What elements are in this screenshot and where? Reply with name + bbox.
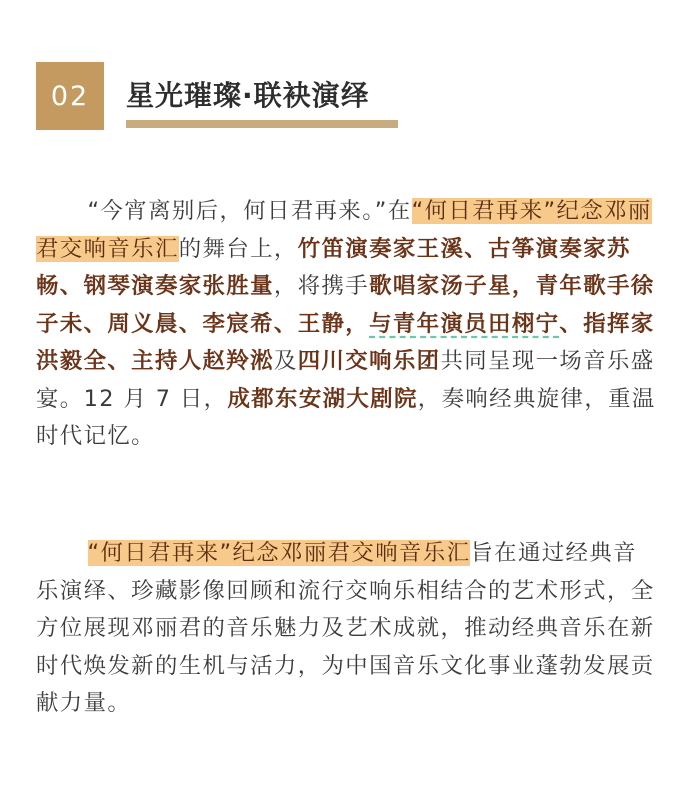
paragraph-text: ，奏响经典旋律，重温时代记忆。: [36, 385, 656, 449]
paragraph-text: 共同呈现一场音乐盛宴。12 月 7 日，: [36, 348, 655, 412]
paragraph-text: 的舞台上，: [178, 235, 298, 262]
event-name-highlight: “何日君再来”纪念邓丽君交响音乐汇: [87, 540, 471, 566]
title-underline-bar: [126, 120, 398, 128]
section-header: [36, 62, 406, 134]
paragraph-text: ，将携手: [273, 273, 370, 299]
paragraph-text: 旨在通过经典音乐演绎、珍藏影像回顾和流行交响乐相结合的艺术形式，全方位展现邓丽君的音乐魅力及艺术成就，推动经典音乐在新时代焕发新的生机与活力，为中国音乐文化事业蓬勃发展贡献力量。: [36, 540, 655, 716]
event-name-highlight: “何日君再来”纪念邓丽君交响音乐汇: [36, 198, 652, 262]
instrumentalists-list: 竹笛演奏家王溪、古筝演奏家苏畅、钢琴演奏家张胜量: [36, 235, 631, 299]
description-paragraph: [36, 535, 656, 723]
paragraph-text: 及: [273, 348, 298, 374]
opening-quote: “今宵离别后，何日君再来。”在: [87, 198, 412, 224]
section-number-badge: 02: [36, 62, 104, 130]
section-title: 星光璀璨·联袂演绎: [126, 79, 370, 112]
conductor-host-list: 、指挥家洪毅全、主持人赵羚淞: [36, 310, 655, 374]
orchestra-name: 四川交响乐团: [297, 348, 441, 374]
intro-paragraph: [36, 193, 656, 456]
featured-performer-link[interactable]: 与青年演员田栩宁: [369, 310, 560, 337]
venue-name: 成都东安湖大剧院: [227, 385, 418, 412]
singers-list: 歌唱家汤子星，青年歌手徐子未、周义晨、李宸希、王静，: [36, 273, 655, 337]
